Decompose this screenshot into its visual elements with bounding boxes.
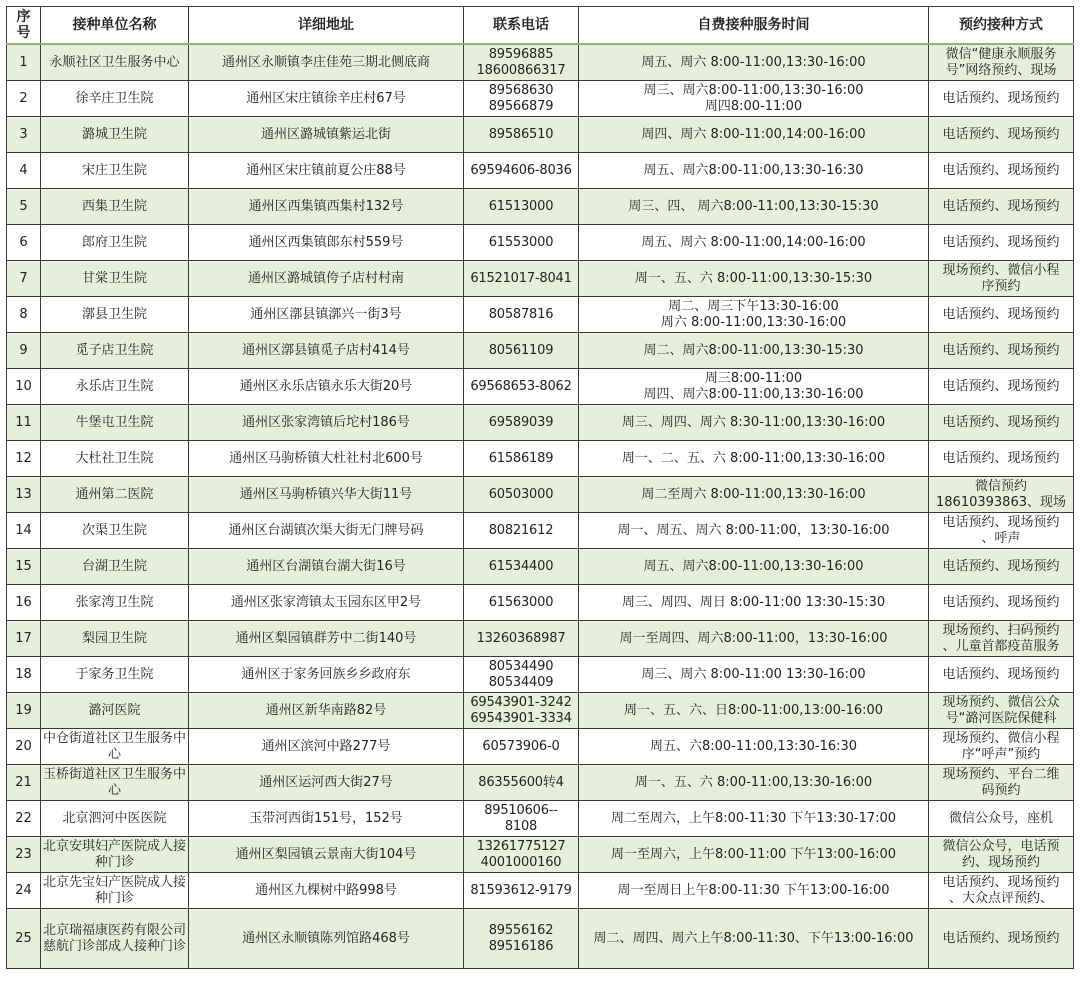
method-line: 电话预约、现场预约 [942,90,1060,106]
table-row [7,693,1074,729]
unit-name: 西集卫生院 [41,189,189,225]
phone-line: 13260368987 [476,630,566,646]
phone-line: 8108 [504,818,538,834]
phone-line: 69589039 [488,414,554,430]
service-hours [579,153,929,189]
unit-phone [464,297,579,333]
table-body [7,44,1074,969]
service-hours [579,909,929,969]
hours-line: 周一、五、六 8:00-11:00,13:30-16:00 [634,774,873,790]
service-hours [579,621,929,657]
phone-line: 80561109 [488,342,554,358]
method-line: 、儿童首都疫苗服务 [942,638,1060,654]
row-index: 9 [7,333,41,369]
booking-method [929,765,1074,801]
unit-name: 牛堡屯卫生院 [41,405,189,441]
service-hours [579,585,929,621]
table-row [7,909,1074,969]
unit-address: 通州区永顺镇李庄佳苑三期北侧底商 [189,44,464,81]
booking-method [929,153,1074,189]
method-line: 、呼声 [981,530,1021,546]
unit-name: 台湖卫生院 [41,549,189,585]
unit-name: 潞河医院 [41,693,189,729]
hours-line: 周一、周五、周六 8:00-11:00，13:30-16:00 [617,522,890,538]
method-line: 电话预约、现场预约 [942,234,1060,250]
row-index: 15 [7,549,41,585]
method-line: 电话预约、现场预约 [942,342,1060,358]
method-line: 码预约 [981,782,1021,798]
booking-method [929,225,1074,261]
hours-line: 周四8:00-11:00 [704,98,803,114]
table-row [7,44,1074,81]
hours-line: 周三8:00-11:00 [704,370,803,386]
table-row [7,729,1074,765]
unit-phone [464,333,579,369]
booking-method [929,44,1074,81]
phone-line: 60503000 [488,486,554,502]
unit-name: 宋庄卫生院 [41,153,189,189]
method-line: 电话预约、现场预约 [942,306,1060,322]
unit-address: 通州区梨园镇云景南大街104号 [189,837,464,873]
unit-name: 张家湾卫生院 [41,585,189,621]
phone-line: 69594606-8036 [470,162,572,178]
unit-name: 徐辛庄卫生院 [41,81,189,117]
unit-phone [464,837,579,873]
method-line: 电话预约、现场预约 [942,930,1060,946]
unit-address: 通州区滨河中路277号 [189,729,464,765]
row-index: 24 [7,873,41,909]
service-hours [579,873,929,909]
row-index: 5 [7,189,41,225]
hours-line: 周一、二、五、六 8:00-11:00,13:30-16:00 [621,450,886,466]
service-hours [579,657,929,693]
booking-method [929,117,1074,153]
hours-line: 周四、周六8:00-11:00,13:30-16:00 [643,386,864,402]
method-line: 电话预约、现场预约 [942,450,1060,466]
table-row [7,585,1074,621]
method-line: 电话预约、现场预约 [942,378,1060,394]
service-hours [579,225,929,261]
table-row [7,153,1074,189]
phone-line: 81593612-9179 [470,882,572,898]
booking-method [929,657,1074,693]
table-row [7,225,1074,261]
row-index: 6 [7,225,41,261]
row-index: 7 [7,261,41,297]
table-row [7,261,1074,297]
hours-line: 周二至周六，上午8:00-11:30 下午13:30-17:00 [610,810,897,826]
unit-phone [464,657,579,693]
hours-line: 周五、周六 8:00-11:00,13:30-16:00 [641,54,866,70]
unit-phone [464,729,579,765]
unit-address: 通州区永乐店镇永乐大街20号 [189,369,464,405]
booking-method [929,369,1074,405]
phone-line: 69543901-3334 [470,710,572,726]
header-method: 预约接种方式 [929,7,1074,45]
phone-line: 86355600转4 [478,774,564,790]
hours-line: 周五、周六 8:00-11:00,14:00-16:00 [641,234,866,250]
hours-line: 周三、周四、周六 8:30-11:00,13:30-16:00 [621,414,886,430]
phone-line: 89586510 [488,126,554,142]
method-line: 号“潞河医院保健科 [945,710,1057,726]
header-hours: 自费接种服务时间 [579,7,929,45]
method-line: 电话预约、现场预约 [942,126,1060,142]
method-line: 现场预约、平台二维 [942,766,1060,782]
method-line: 、大众点评预约、 [948,890,1053,906]
unit-address: 通州区新华南路82号 [189,693,464,729]
unit-name: 郎府卫生院 [41,225,189,261]
hours-line: 周四、周六 8:00-11:00,14:00-16:00 [641,126,866,142]
hours-line: 周一至周六，上午8:00-11:00 下午13:00-16:00 [610,846,897,862]
phone-line: 69568653-8062 [470,378,572,394]
unit-phone [464,801,579,837]
table-row [7,477,1074,513]
unit-address: 通州区永顺镇陈列馆路468号 [189,909,464,969]
phone-line: 89568630 [488,82,554,98]
service-hours [579,837,929,873]
hours-line: 周三、周六 8:00-11:00 13:30-16:00 [641,666,866,682]
hours-line: 周五、周六8:00-11:00,13:30-16:00 [643,558,864,574]
booking-method [929,477,1074,513]
hours-line: 周六 8:00-11:00,13:30-16:00 [660,314,847,330]
table-row [7,441,1074,477]
table-row [7,333,1074,369]
unit-phone [464,693,579,729]
row-index: 20 [7,729,41,765]
row-index: 12 [7,441,41,477]
booking-method [929,549,1074,585]
row-index: 18 [7,657,41,693]
unit-phone [464,873,579,909]
row-index: 3 [7,117,41,153]
booking-method [929,441,1074,477]
method-line: 微信预约 [974,478,1027,494]
unit-name: 北京瑞福康医药有限公司慈航门诊部成人接种门诊 [41,909,189,969]
unit-name: 次渠卫生院 [41,513,189,549]
method-line: 约、现场预约 [961,854,1040,870]
unit-phone [464,441,579,477]
phone-line: 18600866317 [476,62,566,78]
header-row [7,7,1074,45]
phone-line: 89566879 [488,98,554,114]
service-hours [579,81,929,117]
unit-address: 通州区宋庄镇前夏公庄88号 [189,153,464,189]
hours-line: 周二、周三下午13:30-16:00 [668,298,839,314]
unit-address: 通州区马驹桥镇兴华大街11号 [189,477,464,513]
service-hours [579,765,929,801]
unit-address: 通州区漷县镇漷兴一街3号 [189,297,464,333]
booking-method [929,261,1074,297]
row-index: 8 [7,297,41,333]
method-line: 电话预约、现场预约 [942,874,1060,890]
method-line: 电话预约、现场预约 [942,162,1060,178]
unit-address: 通州区九棵树中路998号 [189,873,464,909]
booking-method [929,333,1074,369]
table-row [7,405,1074,441]
table-row [7,837,1074,873]
unit-name: 玉桥街道社区卫生服务中心 [41,765,189,801]
method-line: 现场预约、微信小程 [942,730,1060,746]
unit-name: 北京安琪妇产医院成人接种门诊 [41,837,189,873]
method-line: 序预约 [981,278,1021,294]
unit-phone [464,585,579,621]
method-line: 现场预约、微信公众 [942,694,1060,710]
hours-line: 周二、周四、周六上午8:00-11:30、下午13:00-16:00 [593,930,914,946]
booking-method [929,801,1074,837]
booking-method [929,837,1074,873]
row-index: 25 [7,909,41,969]
phone-line: 69543901-3242 [470,694,572,710]
phone-line: 61553000 [488,234,554,250]
service-hours [579,549,929,585]
row-index: 22 [7,801,41,837]
table-row [7,621,1074,657]
unit-phone [464,909,579,969]
unit-name: 北京先宝妇产医院成人接种门诊 [41,873,189,909]
booking-method [929,909,1074,969]
unit-name: 漷县卫生院 [41,297,189,333]
unit-address: 通州区张家湾镇太玉园东区甲2号 [189,585,464,621]
table-row [7,765,1074,801]
row-index: 13 [7,477,41,513]
phone-line: 61521017-8041 [470,270,572,286]
unit-name: 永顺社区卫生服务中心 [41,44,189,81]
unit-address: 通州区运河西大街27号 [189,765,464,801]
phone-line: 80587816 [488,306,554,322]
hours-line: 周一至周日上午8:00-11:30 下午13:00-16:00 [617,882,890,898]
unit-address: 通州区台湖镇次渠大街无门牌号码 [189,513,464,549]
unit-name: 于家务卫生院 [41,657,189,693]
unit-address: 通州区台湖镇台湖大街16号 [189,549,464,585]
table-row [7,549,1074,585]
unit-address: 通州区潞城镇侉子店村村南 [189,261,464,297]
unit-phone [464,81,579,117]
booking-method [929,729,1074,765]
booking-method [929,513,1074,549]
unit-address: 通州区西集镇西集村132号 [189,189,464,225]
hours-line: 周一、五、六、日8:00-11:00,13:00-16:00 [623,702,884,718]
phone-line: 4001000160 [480,854,562,870]
booking-method [929,621,1074,657]
service-hours [579,477,929,513]
unit-name: 潞城卫生院 [41,117,189,153]
unit-address: 通州区梨园镇群芳中二街140号 [189,621,464,657]
row-index: 11 [7,405,41,441]
header-address: 详细地址 [189,7,464,45]
service-hours [579,297,929,333]
unit-name: 甘棠卫生院 [41,261,189,297]
table-row [7,801,1074,837]
booking-method [929,189,1074,225]
table-row [7,117,1074,153]
unit-name: 觅子店卫生院 [41,333,189,369]
unit-phone [464,117,579,153]
phone-line: 61534400 [488,558,554,574]
row-index: 4 [7,153,41,189]
hours-line: 周一、五、六 8:00-11:00,13:30-15:30 [634,270,873,286]
phone-line: 80821612 [488,522,554,538]
unit-phone [464,261,579,297]
service-hours [579,369,929,405]
row-index: 23 [7,837,41,873]
hours-line: 周五、周六8:00-11:00,13:30-16:30 [643,162,864,178]
method-line: 电话预约、现场预约 [942,558,1060,574]
table-row [7,369,1074,405]
unit-phone [464,225,579,261]
header-index: 序号 [7,7,41,45]
phone-line: 80534409 [488,674,554,690]
phone-line: 61586189 [488,450,554,466]
unit-address: 通州区潞城镇紫运北街 [189,117,464,153]
hours-line: 周五、六8:00-11:00,13:30-16:30 [649,738,858,754]
unit-name: 北京泗河中医医院 [41,801,189,837]
service-hours [579,261,929,297]
service-hours [579,729,929,765]
method-line: 现场预约、微信小程 [942,262,1060,278]
phone-line: 89510606-- [484,802,558,818]
header-phone: 联系电话 [464,7,579,45]
unit-name: 通州第二医院 [41,477,189,513]
phone-line: 61513000 [488,198,554,214]
service-hours [579,441,929,477]
phone-line: 13261775127 [476,838,566,854]
row-index: 16 [7,585,41,621]
unit-name: 大杜社卫生院 [41,441,189,477]
unit-phone [464,513,579,549]
row-index: 10 [7,369,41,405]
booking-method [929,405,1074,441]
booking-method [929,297,1074,333]
table-row [7,189,1074,225]
phone-line: 60573906-0 [482,738,560,754]
hours-line: 周二至周六 8:00-11:00,13:30-16:00 [641,486,866,502]
method-line: 电话预约、现场预约 [942,514,1060,530]
unit-phone [464,405,579,441]
row-index: 21 [7,765,41,801]
unit-phone [464,621,579,657]
unit-phone [464,765,579,801]
table-row [7,657,1074,693]
service-hours [579,693,929,729]
table-row [7,873,1074,909]
unit-address: 通州区漷县镇觅子店村414号 [189,333,464,369]
phone-line: 89596885 [488,46,554,62]
row-index: 14 [7,513,41,549]
unit-name: 梨园卫生院 [41,621,189,657]
method-line: 现场预约、扫码预约 [942,622,1060,638]
header-name: 接种单位名称 [41,7,189,45]
table-row [7,297,1074,333]
unit-address: 通州区张家湾镇后坨村186号 [189,405,464,441]
booking-method [929,873,1074,909]
phone-line: 89516186 [488,938,554,954]
method-line: 电话预约、现场预约 [942,666,1060,682]
row-index: 2 [7,81,41,117]
unit-address: 通州区马驹桥镇大杜社村北600号 [189,441,464,477]
service-hours [579,333,929,369]
row-index: 1 [7,44,41,81]
method-line: 电话预约、现场预约 [942,594,1060,610]
phone-line: 89556162 [488,922,554,938]
phone-line: 80534490 [488,658,554,674]
phone-line: 61563000 [488,594,554,610]
method-line: 电话预约、现场预约 [942,414,1060,430]
unit-phone [464,549,579,585]
booking-method [929,585,1074,621]
unit-address: 玉带河西街151号，152号 [189,801,464,837]
method-line: 电话预约、现场预约 [942,198,1060,214]
booking-method [929,81,1074,117]
table-row [7,513,1074,549]
service-hours [579,405,929,441]
hours-line: 周三、周四、周日 8:00-11:00 13:30-15:30 [621,594,886,610]
row-index: 19 [7,693,41,729]
service-hours [579,189,929,225]
method-line: 序“呼声”预约 [961,746,1041,762]
booking-method [929,693,1074,729]
method-line: 号”网络预约、现场 [945,62,1057,78]
hours-line: 周三、四、 周六8:00-11:00,13:30-15:30 [628,198,879,214]
unit-name: 中仓街道社区卫生服务中心 [41,729,189,765]
unit-address: 通州区于家务回族乡乡政府东 [189,657,464,693]
method-line: 微信公众号，电话预 [942,838,1060,854]
service-hours [579,513,929,549]
table-row [7,81,1074,117]
unit-phone [464,153,579,189]
unit-phone [464,189,579,225]
method-line: 微信公众号，座机 [948,810,1053,826]
hours-line: 周二、周六8:00-11:00,13:30-15:30 [643,342,864,358]
service-hours [579,801,929,837]
unit-phone [464,369,579,405]
hours-line: 周一至周四、周六8:00-11:00，13:30-16:00 [619,630,888,646]
unit-address: 通州区宋庄镇徐辛庄村67号 [189,81,464,117]
unit-phone [464,477,579,513]
unit-name: 永乐店卫生院 [41,369,189,405]
service-hours [579,44,929,81]
vaccination-schedule-table [6,6,1074,969]
row-index: 17 [7,621,41,657]
hours-line: 周三、周六8:00-11:00,13:30-16:00 [643,82,864,98]
method-line: 微信“健康永顺服务 [945,46,1057,62]
unit-phone [464,44,579,81]
unit-address: 通州区西集镇郎东村559号 [189,225,464,261]
method-line: 18610393863、现场 [936,494,1066,510]
service-hours [579,117,929,153]
